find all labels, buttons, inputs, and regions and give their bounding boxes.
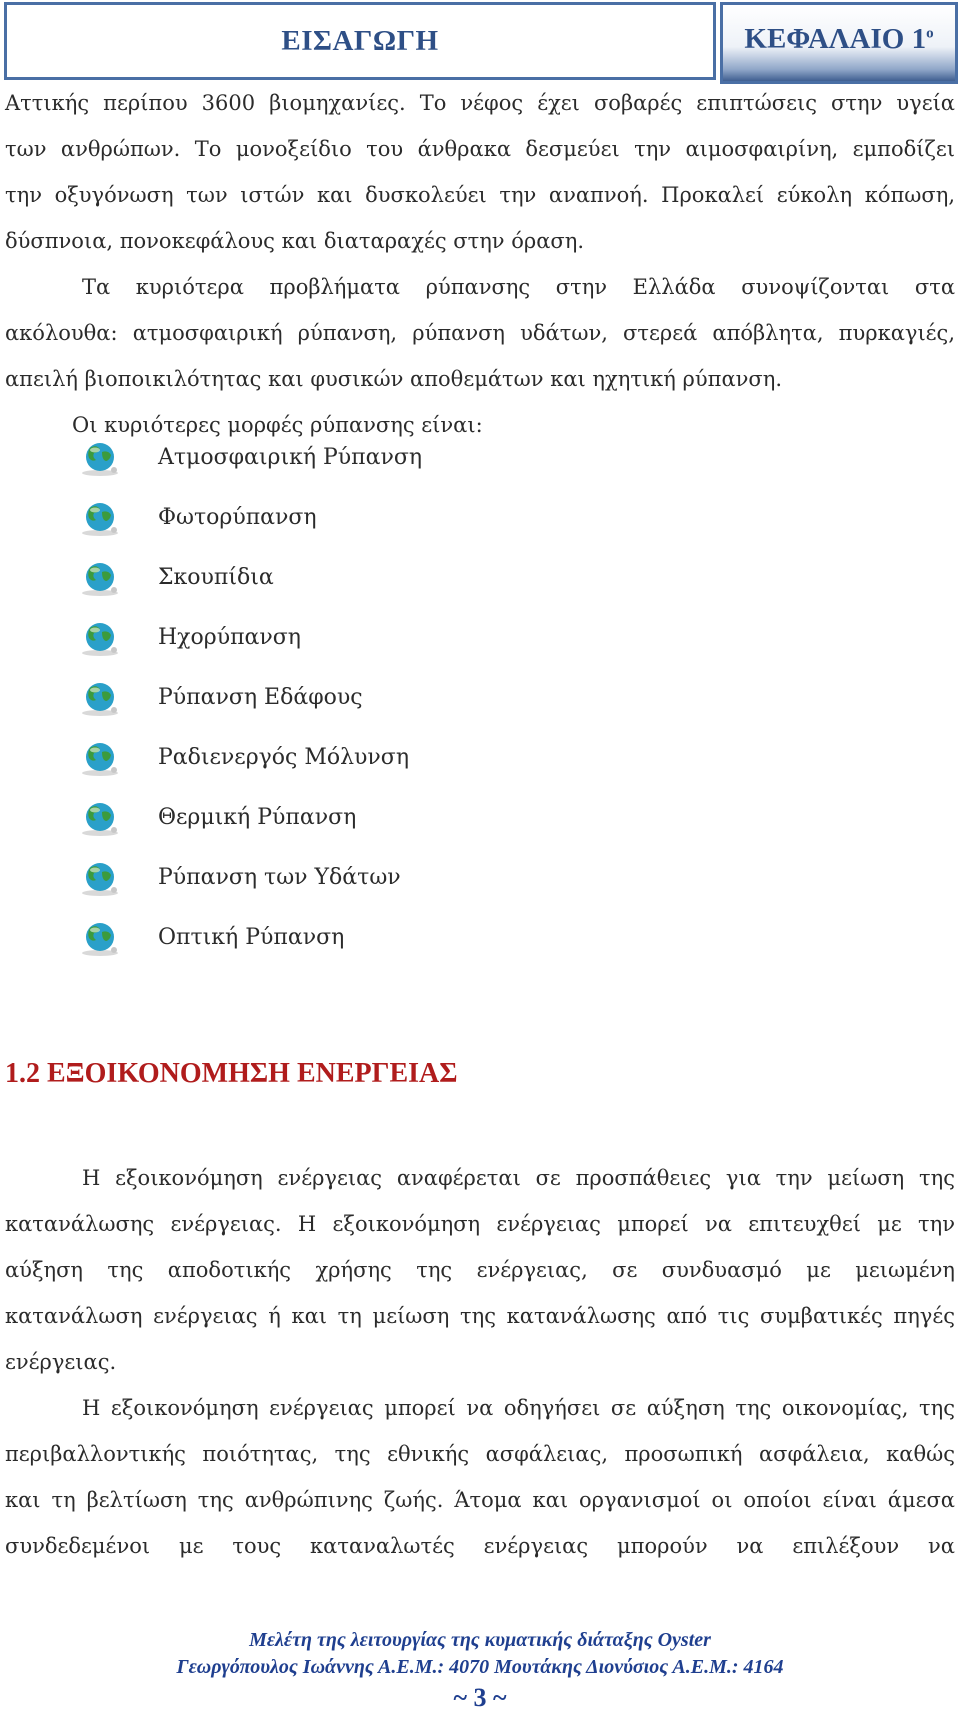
header-section-title: ΕΙΣΑΓΩΓΗ	[281, 24, 439, 57]
list-item-label: Ηχορύπανση	[158, 625, 301, 650]
list-item-label: Θερμική Ρύπανση	[158, 805, 357, 830]
text-line: αύξηση της αποδοτικής χρήσης της ενέργειας, σε συνδυασμό με μειωμένη	[5, 1258, 955, 1282]
list-item	[78, 445, 578, 515]
pollution-types-list	[78, 445, 578, 995]
paragraph-pollution-effects	[5, 80, 955, 264]
page-header	[4, 2, 958, 84]
list-intro	[72, 402, 872, 448]
text-line: Η εξοικονόμηση ενέργειας μπορεί να οδηγήσει σε αύξηση της οικονομίας, της	[82, 1396, 955, 1420]
text-line: Αττικής περίπου 3600 βιομηχανίες. Το νέφος έχει σοβαρές επιπτώσεις στην υγεία	[5, 91, 955, 115]
globe-bullet-icon	[78, 919, 128, 959]
globe-bullet-icon	[78, 679, 128, 719]
text-line: Η εξοικονόμηση ενέργειας αναφέρεται σε προσπάθειες για την μείωση της	[82, 1166, 955, 1190]
text-line: δύσπνοια, πονοκεφάλους και διαταραχές στην όραση.	[5, 229, 584, 253]
list-item-label: Ρύπανση των Υδάτων	[158, 865, 401, 890]
text-line: απειλή βιοποικιλότητας και φυσικών αποθεμάτων και ηχητική ρύπανση.	[5, 367, 782, 391]
list-item	[78, 505, 578, 575]
page-footer	[0, 1627, 960, 1715]
list-intro-text: Οι κυριότερες μορφές ρύπανσης είναι:	[72, 413, 483, 437]
chapter-label: ΚΕΦΑΛΑΙΟ 1	[744, 22, 927, 55]
list-item	[78, 565, 578, 635]
list-item-label: Σκουπίδια	[158, 565, 274, 590]
globe-bullet-icon	[78, 439, 128, 479]
footer-title: Μελέτη της λειτουργίας της κυματικής διάταξης Oyster	[249, 1629, 711, 1651]
globe-bullet-icon	[78, 859, 128, 899]
text-line: κατανάλωσης ενέργειας. Η εξοικονόμηση ενέργειας μπορεί να επιτευχθεί με την	[5, 1212, 955, 1236]
paragraph-energy-saving-benefits	[5, 1385, 955, 1569]
list-item-label: Ατμοσφαιρική Ρύπανση	[158, 445, 423, 470]
header-chapter-title	[744, 23, 933, 56]
paragraph-main-problems	[5, 264, 955, 402]
globe-bullet-icon	[78, 499, 128, 539]
list-item-label: Φωτορύπανση	[158, 505, 317, 530]
section-title: 1.2 ΕΞΟΙΚΟΝΟΜΗΣΗ ΕΝΕΡΓΕΙΑΣ	[5, 1058, 458, 1089]
page-number: ~ 3 ~	[453, 1683, 507, 1712]
paragraph-energy-saving-definition	[5, 1155, 955, 1385]
list-item-label: Οπτική Ρύπανση	[158, 925, 345, 950]
text-line: κατανάλωση ενέργειας ή και τη μείωση της κατανάλωσης από τις συμβατικές πηγές	[5, 1304, 955, 1328]
text-line: Τα κυριότερα προβλήματα ρύπανσης στην Ελλάδα συνοψίζονται στα	[82, 275, 955, 299]
chapter-ordinal: ο	[926, 24, 934, 41]
list-item	[78, 925, 578, 995]
text-line: την οξυγόνωση των ιστών και δυσκολεύει την αναπνοή. Προκαλεί εύκολη κόπωση,	[5, 183, 955, 207]
globe-bullet-icon	[78, 559, 128, 599]
text-line: ακόλουθα: ατμοσφαιρική ρύπανση, ρύπανση υδάτων, στερεά απόβλητα, πυρκαγιές,	[5, 321, 955, 345]
header-section-box	[4, 2, 716, 80]
text-line: και τη βελτίωση της ανθρώπινης ζωής. Άτομα και οργανισμοί οι οποίοι είναι άμεσα	[5, 1488, 955, 1512]
text-line: περιβαλλοντικής ποιότητας, της εθνικής ασφάλειας, προσωπική ασφάλεια, καθώς	[5, 1442, 955, 1466]
list-item-label: Ρύπανση Εδάφους	[158, 685, 363, 710]
text-line: ενέργειας.	[5, 1350, 117, 1374]
header-chapter-box	[720, 2, 958, 84]
footer-authors: Γεωργόπουλος Ιωάννης Α.Ε.Μ.: 4070 Μουτάκης Διονύσιος Α.Ε.Μ.: 4164	[176, 1656, 784, 1678]
globe-bullet-icon	[78, 739, 128, 779]
list-item-label: Ραδιενεργός Μόλυνση	[158, 745, 410, 770]
globe-bullet-icon	[78, 799, 128, 839]
text-line: των ανθρώπων. Το μονοξείδιο του άνθρακα δεσμεύει την αιμοσφαιρίνη, εμποδίζει	[5, 137, 955, 161]
globe-bullet-icon	[78, 619, 128, 659]
text-line: συνδεδεμένοι με τους καταναλωτές ενέργειας μπορούν να επιλέξουν να	[5, 1534, 955, 1558]
